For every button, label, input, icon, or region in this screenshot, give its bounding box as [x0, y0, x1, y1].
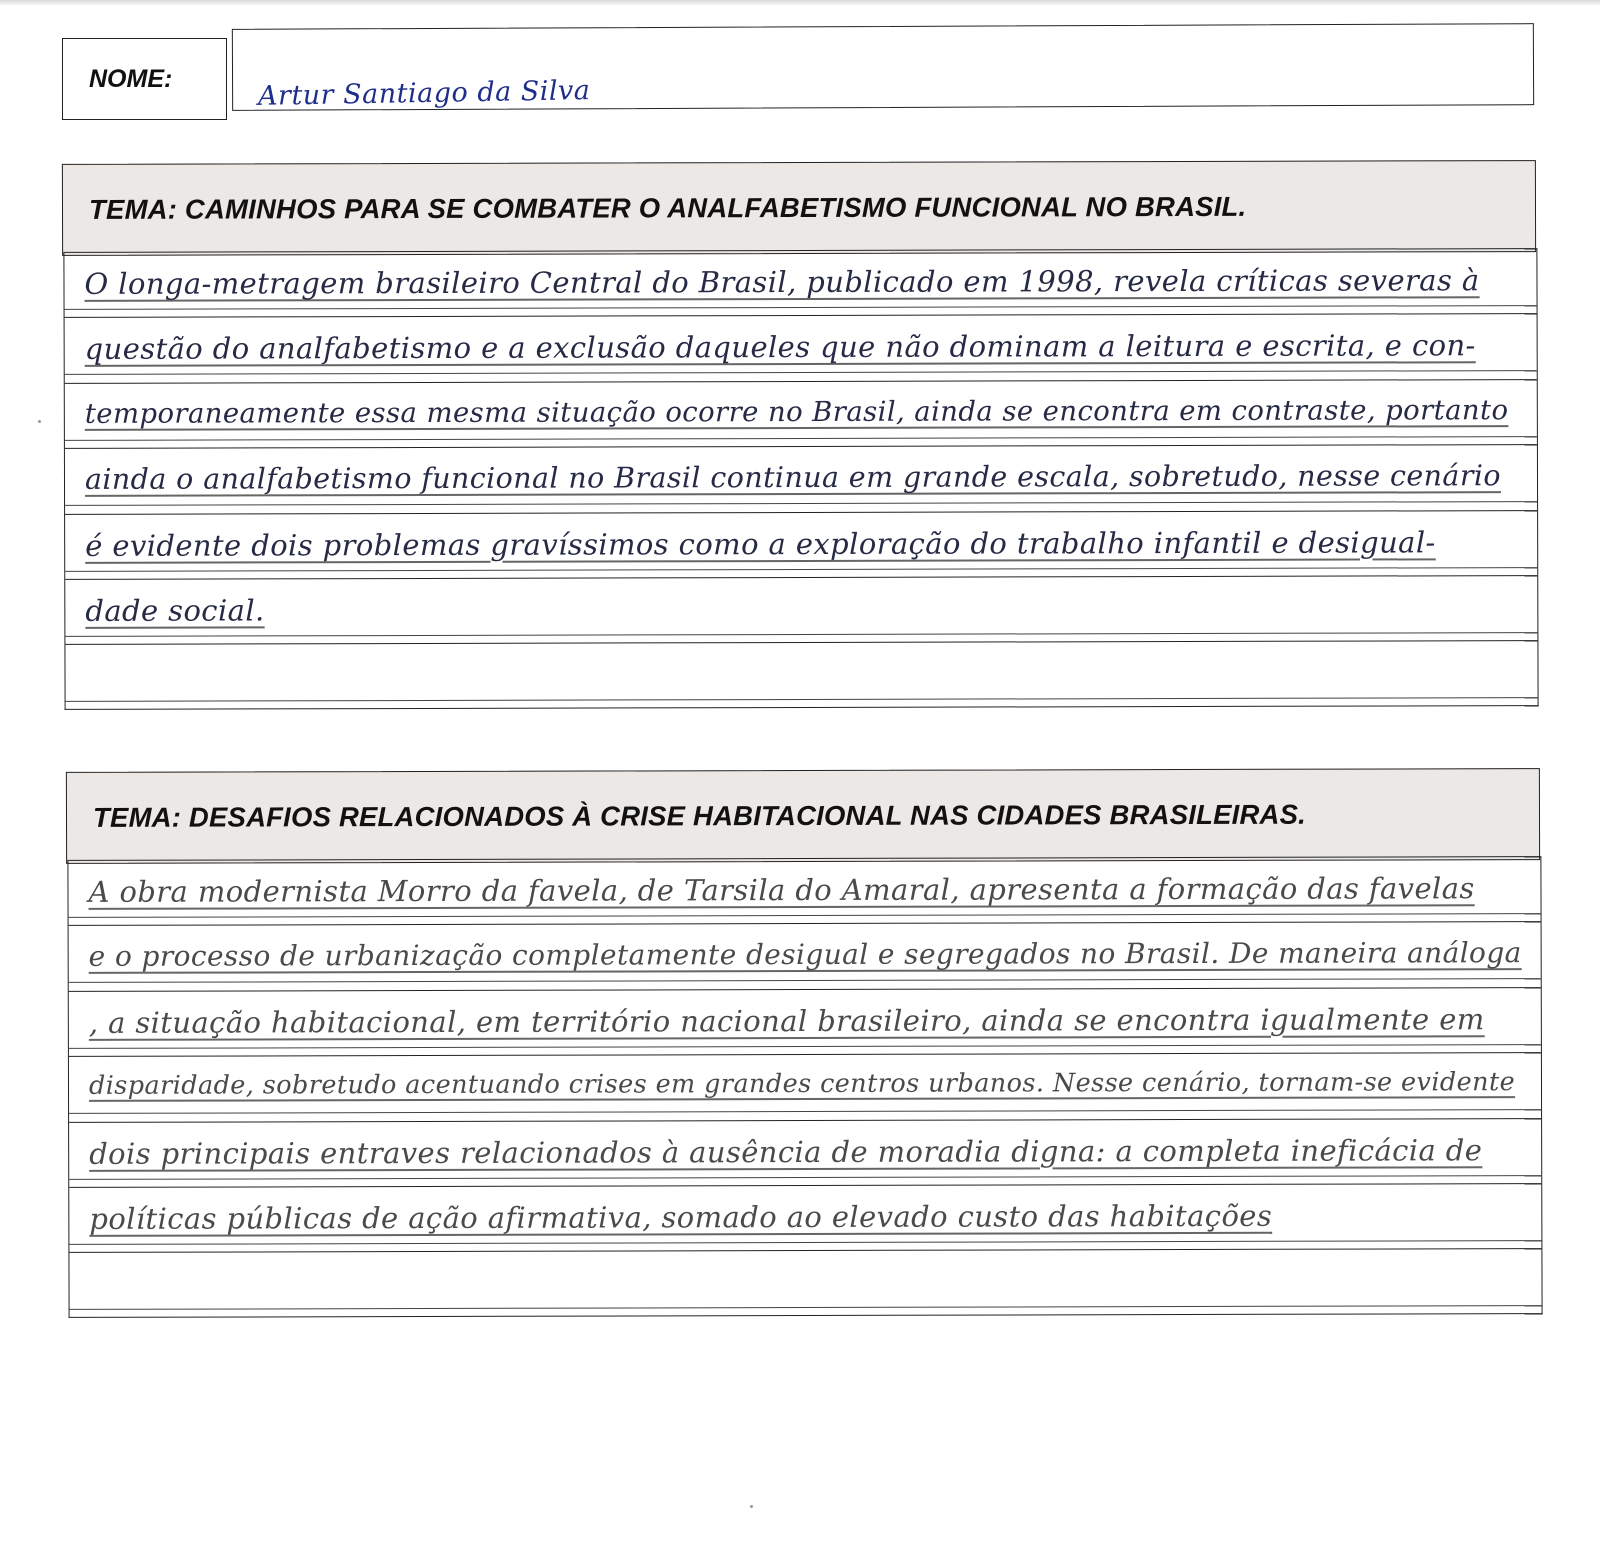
- writing-line: [65, 444, 1537, 513]
- writing-line: [65, 640, 1537, 709]
- writing-line: [69, 1052, 1541, 1121]
- handwritten-line: [89, 1263, 1527, 1267]
- writing-line: [65, 575, 1537, 644]
- scan-speck: [750, 1505, 753, 1508]
- handwritten-line: questão do analfabetismo e a exclusão daqueles que não dominam a leitura e escrita, e con-: [84, 328, 1476, 367]
- scan-speck: [38, 420, 41, 423]
- handwritten-line: temporaneamente essa mesma situação ocorre no Brasil, ainda se encontra em contraste, portanto: [84, 393, 1509, 430]
- handwritten-line: [85, 655, 1523, 659]
- handwritten-line: disparidade, sobretudo acentuando crises em grandes centros urbanos. Nesse cenário, tornam-se evidente: [88, 1067, 1516, 1102]
- writing-line: [68, 856, 1540, 925]
- handwritten-line: é evidente dois problemas gravíssimos como a exploração do trabalho infantil e desigual-: [85, 524, 1436, 563]
- writing-line: [69, 1118, 1541, 1187]
- handwritten-line: dade social.: [85, 593, 265, 628]
- writing-line: [69, 921, 1541, 990]
- name-handwritten-value: Artur Santiago da Silva: [257, 75, 591, 112]
- writing-line: [69, 1248, 1541, 1317]
- writing-line: [65, 379, 1537, 448]
- handwritten-line: , a situação habitacional, em território nacional brasileiro, ainda se encontra igualmente em: [88, 1002, 1485, 1040]
- handwritten-line: O longa-metragem brasileiro Central do Brasil, publicado em 1998, revela críticas severas à: [84, 263, 1480, 301]
- handwritten-line: e o processo de urbanização completamente desigual e segregados no Brasil. De maneira análoga: [88, 936, 1522, 974]
- handwritten-line: políticas públicas de ação afirmativa, somado ao elevado custo das habitações: [89, 1198, 1273, 1236]
- writing-line: [64, 248, 1536, 317]
- name-label: NOME:: [62, 38, 227, 120]
- handwritten-line: dois principais entraves relacionados à ausência de moradia digna: a completa ineficácia de: [89, 1132, 1483, 1171]
- theme-2-title: TEMA: DESAFIOS RELACIONADOS À CRISE HABITACIONAL NAS CIDADES BRASILEIRAS.: [66, 768, 1540, 864]
- writing-line: [69, 987, 1541, 1056]
- writing-line: [65, 313, 1537, 382]
- scan-top-edge: [0, 0, 1600, 6]
- handwritten-line: A obra modernista Morro da favela, de Tarsila do Amaral, apresenta a formação das favelas: [88, 871, 1475, 909]
- theme-2-writing-area[interactable]: [67, 856, 1542, 1318]
- theme-1-title: TEMA: CAMINHOS PARA SE COMBATER O ANALFABETISMO FUNCIONAL NO BRASIL.: [62, 160, 1536, 256]
- handwritten-line: ainda o analfabetismo funcional no Brasil continua em grande escala, sobretudo, nesse cenário: [84, 459, 1501, 497]
- writing-line: [69, 1183, 1541, 1252]
- writing-line: [65, 510, 1537, 579]
- theme-1-writing-area[interactable]: [63, 248, 1538, 710]
